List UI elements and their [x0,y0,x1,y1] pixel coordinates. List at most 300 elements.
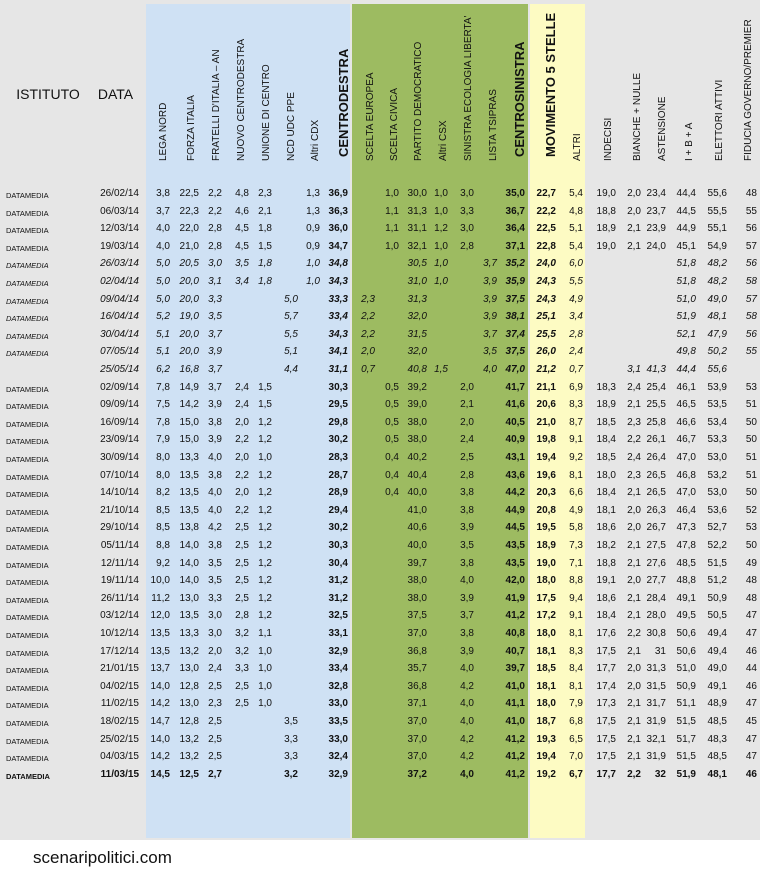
table-row [0,537,760,555]
cell-fdi-an: 2,4 [208,663,222,675]
cell-data: 02/04/14 [100,276,139,287]
table-row [0,519,760,537]
cell-ncd-label: 2,5 [235,680,249,692]
cell-udc: 1,5 [258,381,272,393]
cell-sel: 4,0 [460,698,474,710]
cell-altri: 4,8 [569,205,583,217]
cell-m5s: 21,0 [536,416,556,428]
cell-forza-italia: 13,5 [179,610,199,622]
cell-scelta-europea: 0,7 [361,364,375,375]
cell-astensione: 31,9 [646,716,666,727]
cell-fiducia: 51 [745,399,757,411]
header-fdi-an [205,4,222,176]
cell-pd: 32,0 [407,311,427,323]
cell-lega-nord: 4,0 [156,240,170,252]
cell-data: 30/04/14 [100,328,139,340]
cell-altri: 9,2 [569,452,583,463]
cell-altri-cdx: 0,9 [306,223,320,235]
cell-istituto: DATAMEDIA [6,208,49,218]
cell-bianche: 2,0 [627,680,641,692]
cell-m5s: 18,5 [536,663,556,675]
cell-istituto: DATAMEDIA [6,683,49,693]
header-label: ALTRI [572,133,583,161]
cell-bianche: 2,1 [627,610,641,622]
cell-forza-italia: 13,0 [179,592,199,604]
cell-forza-italia: 13,3 [179,628,199,639]
cell-fdi-an: 3,8 [208,416,222,428]
cell-data: 03/12/14 [100,610,139,622]
cell-m5s: 18,1 [536,680,556,692]
cell-centrodestra: 33,0 [328,733,348,745]
header-pd [407,4,424,176]
cell-istituto: DATAMEDIA [6,243,49,253]
cell-istituto: DATAMEDIA [6,349,49,359]
cell-lega-nord: 3,7 [156,205,170,217]
cell-fiducia: 58 [745,311,757,323]
cell-m5s: 21,2 [536,364,556,375]
cell-ncd-label: 3,3 [235,663,249,675]
cell-ibsum: 49,8 [676,346,696,358]
cell-istituto: DATAMEDIA [6,525,49,535]
cell-istituto: DATAMEDIA [6,613,49,623]
cell-centrosinistra: 43,1 [505,452,525,463]
cell-forza-italia: 22,5 [179,188,199,199]
cell-m5s: 18,9 [536,540,556,551]
cell-fiducia: 47 [745,628,757,639]
cell-astensione: 28,0 [646,610,666,622]
cell-centrosinistra: 37,1 [505,240,525,252]
cell-fiducia: 57 [745,240,757,252]
header-label: FORZA ITALIA [186,95,197,161]
cell-pd: 37,0 [407,716,427,727]
cell-scelta-civica: 0,5 [385,381,399,393]
cell-ncd-label: 2,2 [235,504,249,516]
cell-fiducia: 52 [745,504,757,516]
cell-centrodestra: 32,9 [328,645,348,657]
cell-centrodestra: 34,8 [328,258,348,270]
cell-centrosinistra: 42,0 [505,575,525,587]
cell-m5s: 17,2 [536,610,556,622]
cell-altri-cdx: 1,3 [306,205,320,217]
cell-forza-italia: 12,8 [179,680,199,692]
header-label: CENTRODESTRA [336,48,351,157]
cell-fiducia: 56 [745,328,757,340]
cell-altri-csx: 1,0 [434,240,448,252]
table-row [0,731,760,749]
table-row [0,660,760,678]
cell-lega-nord: 7,9 [156,434,170,446]
cell-altri: 7,9 [569,698,583,710]
table-row [0,203,760,221]
header-label: SCELTA EUROPEA [365,72,376,161]
cell-ncd-label: 2,2 [235,469,249,481]
cell-ibsum: 46,5 [676,399,696,411]
cell-sel: 2,4 [460,434,474,446]
cell-altri-csx: 1,0 [434,258,448,270]
cell-altri: 5,4 [569,188,583,199]
cell-indecisi: 17,6 [596,628,616,639]
cell-ibsum: 47,0 [676,487,696,499]
header-label: ELETTORI ATTIVI [714,79,725,161]
cell-altri-cdx: 1,3 [306,188,320,199]
cell-ncd-udc-ppe: 3,5 [284,716,298,727]
cell-attivi: 55,6 [707,364,727,375]
cell-pd: 37,0 [407,628,427,639]
cell-lega-nord: 14,2 [150,751,170,763]
header-label: FRATELLI D'ITALIA – AN [211,49,222,161]
cell-astensione: 26,5 [646,487,666,499]
cell-data: 18/02/15 [100,716,139,727]
cell-astensione: 25,8 [646,416,666,428]
cell-attivi: 47,9 [707,328,727,340]
cell-ibsum: 50,6 [676,645,696,657]
header-label: LISTA TSIPRAS [488,89,499,161]
cell-tsipras: 3,9 [483,276,497,287]
cell-indecisi: 17,5 [596,645,616,657]
cell-istituto: DATAMEDIA [6,419,49,429]
cell-ncd-label: 2,0 [235,416,249,428]
cell-ncd-label: 2,5 [235,522,249,534]
cell-forza-italia: 13,2 [179,751,199,763]
cell-lega-nord: 13,5 [150,645,170,657]
cell-sel: 4,2 [460,680,474,692]
table-row [0,449,760,467]
cell-ibsum: 49,1 [676,592,696,604]
cell-astensione: 31,5 [646,680,666,692]
cell-astensione: 28,4 [646,592,666,604]
cell-bianche: 2,0 [627,663,641,675]
cell-lega-nord: 5,1 [156,328,170,340]
cell-centrodestra: 33,4 [328,663,348,675]
cell-attivi: 49,4 [707,628,727,639]
table-row [0,291,760,309]
cell-attivi: 49,1 [707,680,727,692]
cell-fiducia: 50 [745,540,757,551]
cell-altri: 8,3 [569,399,583,411]
cell-data: 25/02/15 [100,733,139,745]
cell-centrosinistra: 43,5 [505,557,525,569]
cell-istituto: DATAMEDIA [6,314,49,324]
cell-fdi-an: 2,2 [208,205,222,217]
cell-data: 12/03/14 [100,223,139,235]
cell-m5s: 18,0 [536,628,556,639]
cell-forza-italia: 15,0 [179,416,199,428]
cell-centrodestra: 34,3 [328,276,348,287]
cell-fdi-an: 4,0 [208,452,222,463]
cell-lega-nord: 14,7 [150,716,170,727]
cell-ibsum: 44,9 [676,223,696,235]
cell-m5s: 19,4 [536,751,556,763]
cell-fiducia: 46 [745,768,757,780]
cell-lega-nord: 8,2 [156,487,170,499]
cell-ncd-label: 2,8 [235,610,249,622]
header-label: NCD UDC PPE [286,92,297,161]
cell-lega-nord: 12,0 [150,610,170,622]
cell-centrodestra: 29,4 [328,504,348,516]
cell-attivi: 52,2 [707,540,727,551]
cell-scelta-europea: 2,3 [361,293,375,305]
cell-centrodestra: 36,0 [328,223,348,235]
cell-indecisi: 17,5 [596,751,616,763]
cell-ncd-udc-ppe: 5,7 [284,311,298,323]
header-ncd-udc-ppe [280,4,297,176]
cell-m5s: 20,6 [536,399,556,411]
table-row [0,572,760,590]
header-centrodestra [330,4,351,176]
cell-altri: 8,7 [569,416,583,428]
cell-ncd-label: 3,2 [235,645,249,657]
cell-tsipras: 3,9 [483,293,497,305]
cell-altri: 4,9 [569,504,583,516]
cell-bianche: 2,1 [627,399,641,411]
cell-ncd-label: 2,2 [235,434,249,446]
cell-centrodestra: 30,3 [328,381,348,393]
cell-lega-nord: 8,5 [156,522,170,534]
cell-pd: 30,5 [407,258,427,270]
cell-pd: 35,7 [407,663,427,675]
cell-istituto: DATAMEDIA [6,296,49,306]
cell-forza-italia: 20,0 [179,328,199,340]
cell-altri: 8,1 [569,680,583,692]
cell-centrosinistra: 37,5 [505,346,525,358]
cell-pd: 40,8 [407,364,427,375]
cell-sel: 3,8 [460,487,474,499]
cell-ncd-label: 4,8 [235,188,249,199]
cell-pd: 30,0 [407,188,427,199]
cell-fdi-an: 3,7 [208,328,222,340]
cell-forza-italia: 14,2 [179,399,199,411]
cell-istituto: DATAMEDIA [6,560,49,570]
cell-lega-nord: 8,0 [156,452,170,463]
cell-indecisi: 19,0 [596,240,616,252]
cell-m5s: 19,5 [536,522,556,534]
cell-sel: 3,9 [460,592,474,604]
cell-indecisi: 17,7 [596,663,616,675]
cell-ibsum: 47,8 [676,540,696,551]
cell-centrosinistra: 40,7 [505,645,525,657]
cell-scelta-civica: 1,0 [385,188,399,199]
cell-fiducia: 46 [745,645,757,657]
cell-ibsum: 46,7 [676,434,696,446]
cell-indecisi: 18,9 [596,223,616,235]
cell-lega-nord: 14,0 [150,733,170,745]
cell-pd: 31,3 [407,293,427,305]
cell-forza-italia: 14,9 [179,381,199,393]
cell-scelta-europea: 2,0 [361,346,375,358]
cell-indecisi: 18,6 [596,522,616,534]
cell-altri: 3,4 [569,311,583,323]
cell-fdi-an: 2,7 [208,768,222,780]
cell-ibsum: 50,6 [676,628,696,639]
cell-ibsum: 48,5 [676,557,696,569]
cell-udc: 1,8 [258,276,272,287]
cell-ibsum: 47,3 [676,522,696,534]
cell-indecisi: 19,1 [596,575,616,587]
cell-m5s: 18,1 [536,645,556,657]
cell-bianche: 2,0 [627,188,641,199]
table-row [0,484,760,502]
cell-sel: 4,2 [460,751,474,763]
cell-fdi-an: 3,7 [208,364,222,375]
header-label: ASTENSIONE [657,96,668,161]
cell-pd: 40,0 [407,540,427,551]
cell-m5s: 22,7 [536,188,556,199]
cell-fdi-an: 3,8 [208,540,222,551]
cell-fiducia: 48 [745,188,757,199]
cell-centrodestra: 36,3 [328,205,348,217]
cell-centrosinistra: 41,1 [505,698,525,710]
cell-fiducia: 44 [745,663,757,675]
cell-ncd-udc-ppe: 5,1 [284,346,298,358]
header-label: SINISTRA ECOLOGIA LIBERTA' [463,15,474,161]
table-row [0,713,760,731]
cell-ncd-label: 3,2 [235,628,249,639]
cell-pd: 40,2 [407,452,427,463]
cell-tsipras: 3,7 [483,328,497,340]
cell-astensione: 30,8 [646,628,666,639]
cell-fiducia: 51 [745,469,757,481]
table-row [0,326,760,344]
cell-lega-nord: 11,2 [151,592,170,604]
table-row [0,555,760,573]
cell-altri: 9,1 [569,610,583,622]
cell-indecisi: 18,8 [596,205,616,217]
cell-ncd-label: 2,0 [235,452,249,463]
cell-sel: 3,0 [460,188,474,199]
cell-tsipras: 3,9 [483,311,497,323]
cell-data: 04/03/15 [100,751,139,763]
cell-istituto: DATAMEDIA [6,543,49,552]
header-forza-italia [180,4,197,176]
cell-data: 16/04/14 [100,311,139,323]
cell-sel: 3,9 [460,645,474,657]
cell-ncd-label: 2,4 [235,381,249,393]
cell-pd: 38,0 [407,592,427,604]
cell-fiducia: 50 [745,434,757,446]
cell-udc: 1,2 [258,487,272,499]
cell-astensione: 23,4 [646,188,666,199]
table-row [0,695,760,713]
cell-sel: 4,0 [460,575,474,587]
cell-pd: 37,2 [407,768,427,780]
cell-istituto: DATAMEDIA [6,384,49,394]
cell-bianche: 2,1 [627,592,641,604]
cell-forza-italia: 13,2 [179,645,199,657]
cell-fdi-an: 3,0 [208,258,222,270]
cell-altri: 8,4 [569,663,583,675]
cell-forza-italia: 21,0 [179,240,199,252]
cell-lega-nord: 4,0 [156,223,170,235]
cell-indecisi: 18,8 [596,557,616,569]
cell-fdi-an: 2,5 [208,751,222,763]
cell-pd: 32,0 [407,346,427,358]
cell-lega-nord: 5,0 [156,258,170,270]
cell-lega-nord: 13,7 [150,663,170,675]
cell-altri: 8,1 [569,469,583,481]
cell-fiducia: 45 [745,716,757,727]
cell-data: 12/11/14 [100,557,139,569]
cell-m5s: 22,5 [536,223,556,235]
cell-m5s: 22,8 [536,240,556,252]
cell-fiducia: 48 [745,575,757,587]
cell-sel: 2,8 [460,240,474,252]
cell-altri-csx: 1,0 [434,205,448,217]
cell-istituto: DATAMEDIA [6,666,49,676]
cell-udc: 1,5 [258,399,272,411]
cell-attivi: 55,6 [707,188,727,199]
header-label: INDECISI [603,117,614,161]
cell-m5s: 18,7 [536,716,556,727]
cell-data: 09/04/14 [100,293,139,305]
cell-ncd-udc-ppe: 5,0 [284,293,298,305]
cell-udc: 1,2 [258,575,272,587]
cell-scelta-civica: 1,1 [385,205,399,217]
cell-forza-italia: 20,5 [179,258,199,270]
cell-astensione: 26,3 [646,504,666,516]
cell-centrosinistra: 43,5 [505,540,525,551]
cell-pd: 40,0 [407,487,427,499]
cell-centrodestra: 30,2 [328,522,348,534]
header-label: Altri CDX [310,119,321,161]
cell-istituto: DATAMEDIA [6,754,49,764]
cell-centrosinistra: 41,6 [505,399,525,411]
cell-centrodestra: 32,8 [328,680,348,692]
cell-astensione: 23,9 [646,223,666,235]
cell-lega-nord: 7,8 [156,381,170,393]
cell-bianche: 2,3 [627,469,641,481]
cell-data: 26/02/14 [100,188,139,199]
cell-istituto: DATAMEDIA [6,595,49,605]
cell-istituto: DATAMEDIA [6,701,49,711]
cell-data: 16/09/14 [100,416,139,428]
header-label: LEGA NORD [158,102,169,161]
cell-fdi-an: 3,9 [208,346,222,358]
cell-ncd-label: 2,5 [235,592,249,604]
cell-astensione: 27,7 [646,575,666,587]
cell-data: 06/03/14 [100,205,139,217]
cell-indecisi: 18,4 [596,487,616,499]
header-astensione [651,4,668,176]
cell-astensione: 23,7 [646,205,666,217]
cell-forza-italia: 12,5 [179,768,199,780]
cell-forza-italia: 14,0 [179,575,199,587]
header-scelta-europea [359,4,376,176]
cell-centrodestra: 33,5 [328,716,348,727]
cell-fdi-an: 3,9 [208,434,222,446]
table-row [0,766,760,784]
cell-istituto: DATAMEDIA [6,191,49,200]
cell-fiducia: 50 [745,416,757,428]
cell-m5s: 18,0 [536,698,556,710]
cell-astensione: 27,6 [646,557,666,569]
cell-sel: 3,8 [460,557,474,569]
cell-centrodestra: 34,7 [328,240,348,252]
header-scelta-civica [383,4,400,176]
cell-centrodestra: 30,4 [328,557,348,569]
cell-forza-italia: 20,0 [179,293,199,305]
footer-source: scenaripolitici.com [33,848,172,867]
cell-scelta-europea: 2,2 [361,328,375,340]
cell-ibsum: 46,6 [676,416,696,428]
cell-udc: 1,2 [258,416,272,428]
cell-istituto: DATAMEDIA [6,648,49,658]
cell-m5s: 19,3 [536,733,556,745]
cell-data: 02/09/14 [100,381,139,393]
cell-udc: 2,3 [258,188,272,199]
cell-attivi: 53,0 [707,487,727,499]
cell-centrodestra: 29,8 [328,416,348,428]
cell-forza-italia: 13,0 [179,663,199,675]
